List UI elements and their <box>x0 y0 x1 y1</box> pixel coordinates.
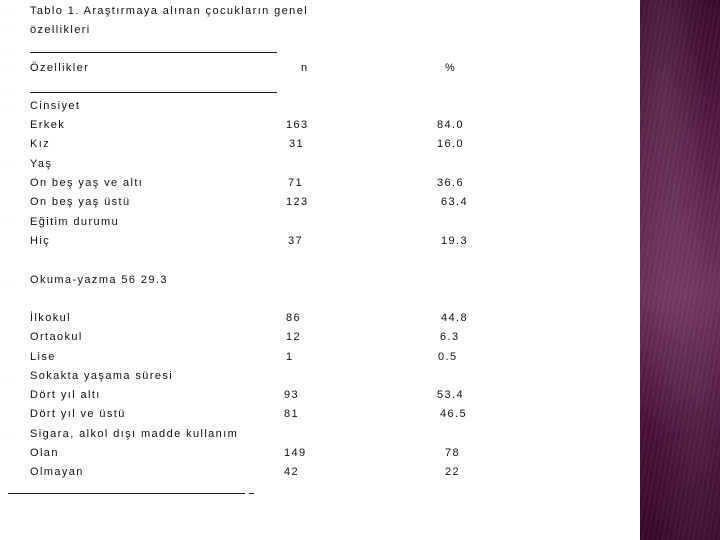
header-n: n <box>301 62 309 74</box>
section-age-label: Yaş <box>30 158 53 170</box>
row-n: 37 <box>288 235 304 247</box>
row-label: İlkokul <box>30 312 71 324</box>
row-label: Olan <box>30 447 59 459</box>
row-percent: 0.5 <box>438 351 458 363</box>
row-label: Dört yıl ve üstü <box>30 408 126 420</box>
table-bottom-rule <box>8 493 245 494</box>
bullet-marker: · <box>7 86 9 92</box>
row-n: 42 <box>284 466 300 478</box>
section-sex-label: Cinsiyet <box>30 100 81 112</box>
row-percent: 84.0 <box>437 119 465 131</box>
section-street-duration-label: Sokakta yaşama süresi <box>30 370 174 382</box>
table-title-continued: özellikleri <box>30 24 91 36</box>
row-n: 149 <box>284 447 307 459</box>
row-n: 31 <box>289 138 305 150</box>
row-percent: 63.4 <box>441 196 469 208</box>
row-label: Olmayan <box>30 466 84 478</box>
section-education-label: Eğitim durumu <box>30 216 120 228</box>
row-percent: 6.3 <box>440 331 460 343</box>
bullet-marker: · <box>7 105 9 111</box>
row-n: 12 <box>286 331 302 343</box>
decorative-side-band <box>640 0 720 540</box>
row-label: Okuma-yazma 56 29.3 <box>30 274 168 286</box>
row-label: Dört yıl altı <box>30 389 101 401</box>
bullet-marker: · <box>7 29 9 35</box>
bullet-marker: · <box>7 375 9 381</box>
row-n: 81 <box>284 408 300 420</box>
bullet-marker: · <box>7 67 9 73</box>
row-percent: 78 <box>445 447 461 459</box>
header-bottom-rule <box>30 92 277 93</box>
row-percent: 19.3 <box>441 235 469 247</box>
bullet-marker: · <box>7 163 9 169</box>
row-n: 163 <box>286 119 309 131</box>
table-top-rule <box>30 52 277 53</box>
row-percent: 22 <box>445 466 461 478</box>
row-label: Ortaokul <box>30 331 83 343</box>
row-label: On beş yaş üstü <box>30 196 131 208</box>
row-percent: 46.5 <box>440 408 468 420</box>
bullet-marker: · <box>7 279 9 285</box>
row-label: Erkek <box>30 119 66 131</box>
bullet-marker: · <box>7 48 9 54</box>
row-label: On beş yaş ve altı <box>30 177 144 189</box>
table-title: Tablo 1. Araştırmaya alınan çocukların genel <box>30 5 309 17</box>
row-percent: 36.6 <box>437 177 465 189</box>
row-percent: 44.8 <box>441 312 469 324</box>
row-percent: 16.0 <box>437 138 465 150</box>
row-label: Lise <box>30 351 56 363</box>
bullet-marker: · <box>7 433 9 439</box>
bullet-marker: · <box>7 221 9 227</box>
row-n: 71 <box>288 177 304 189</box>
header-characteristics: Özellikler <box>30 62 90 74</box>
header-percent: % <box>445 62 457 74</box>
row-percent: 53.4 <box>437 389 465 401</box>
row-label: Kız <box>30 138 51 150</box>
row-n: 93 <box>284 389 300 401</box>
section-substance-use-label: Sigara, alkol dışı madde kullanım <box>30 428 239 440</box>
bullet-marker: · <box>7 10 9 16</box>
table-bottom-rule-tail <box>249 493 254 494</box>
row-n: 1 <box>286 351 294 363</box>
row-n: 123 <box>286 196 309 208</box>
row-n: 86 <box>286 312 302 324</box>
row-label: Hiç <box>30 235 51 247</box>
